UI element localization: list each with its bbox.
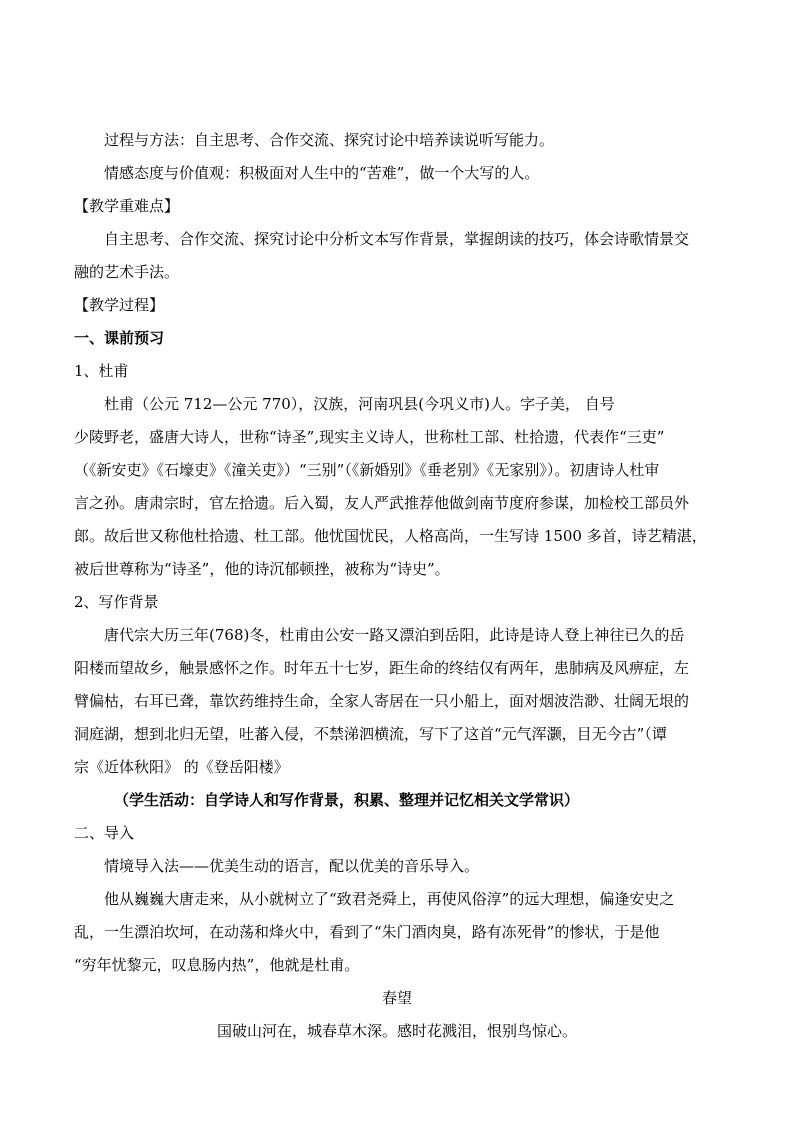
- item-background-heading: 2、写作背景: [74, 593, 159, 611]
- process-heading: 【教学过程】: [74, 296, 165, 314]
- intro-line: “穷年忧黎元，叹息肠内热”，他就是杜甫。: [74, 956, 360, 974]
- poem-line: 国破山河在，城春草木深。感时花溅泪，恨别鸟惊心。: [216, 1022, 577, 1040]
- background-line: 臂偏枯，右耳已聋，靠饮药维持生命，全家人寄居在一只小船上，面对烟波浩渺、壮阔无垠的: [74, 692, 690, 710]
- section-intro-heading: 二、导入: [74, 824, 135, 842]
- key-points-heading: 【教学重难点】: [74, 197, 180, 215]
- dufu-bio-line: 郎。故后世又称他杜拾遗、杜工部。他忧国忧民，人格高尚，一生写诗 1500 多首，诗艺精湛，: [74, 527, 707, 545]
- intro-line: 他从巍巍大唐走来，从小就树立了“致君尧舜上，再使风俗淳”的远大理想，偏逢安史之: [104, 890, 675, 908]
- document-page: [74, 124, 720, 1048]
- dufu-bio-line: 少陵野老，盛唐大诗人，世称“诗圣”,现实主义诗人，世称杜工部、杜拾遗，代表作“三吏”: [74, 428, 665, 446]
- intro-line: 乱，一生漂泊坎坷，在动荡和烽火中，看到了“朱门酒肉臭，路有冻死骨”的惨状，于是他: [74, 923, 660, 941]
- dufu-bio-line: （《新安吏》《石壕吏》《潼关吏》）“三别”（《新婚别》《垂老别》《无家别》）。初唐诗人杜审: [74, 461, 660, 479]
- poem-title: 春望: [381, 989, 412, 1007]
- background-line: 洞庭湖，想到北归无望，吐蕃入侵，不禁涕泗横流，写下了这首“元气浑灏，目无今古”（谭: [74, 725, 667, 743]
- background-line: 宗《近体秋阳》 的《登岳阳楼》: [74, 758, 289, 776]
- objective-emotion-value: 情感态度与价值观：积极面对人生中的“苦难”，做一个大写的人。: [104, 164, 540, 182]
- intro-method: 情境导入法——优美生动的语言，配以优美的音乐导入。: [104, 857, 480, 875]
- objective-process-method: 过程与方法：自主思考、合作交流、探究讨论中培养读说听写能力。: [104, 131, 555, 149]
- dufu-bio-line: 言之孙。唐肃宗时，官左拾遗。后入蜀，友人严武推荐他做剑南节度府参谋，加检校工部员外: [74, 494, 690, 512]
- dufu-bio-line: 被后世尊称为“诗圣”，他的诗沉郁顿挫，被称为“诗史”。: [74, 560, 450, 578]
- key-points-text: 自主思考、合作交流、探究讨论中分析文本写作背景，掌握朗读的技巧，体会诗歌情景交: [104, 230, 690, 248]
- student-activity-note: （学生活动：自学诗人和写作背景，积累、整理并记忆相关文学常识）: [114, 791, 580, 809]
- dufu-bio-line: 杜甫（公元 712—公元 770），汉族，河南巩县(今巩义市)人。字子美， 自号: [104, 395, 615, 413]
- key-points-text-cont: 融的艺术手法。: [74, 263, 180, 281]
- item-dufu-heading: 1、杜甫: [74, 362, 129, 380]
- section-preview-heading: 一、课前预习: [74, 329, 165, 347]
- background-line: 阳楼而望故乡，触景感怀之作。时年五十七岁，距生命的终结仅有两年，患肺病及风痹症，左: [74, 659, 690, 677]
- background-line: 唐代宗大历三年(768)冬，杜甫由公安一路又漂泊到岳阳，此诗是诗人登上神往已久的岳: [104, 626, 685, 644]
